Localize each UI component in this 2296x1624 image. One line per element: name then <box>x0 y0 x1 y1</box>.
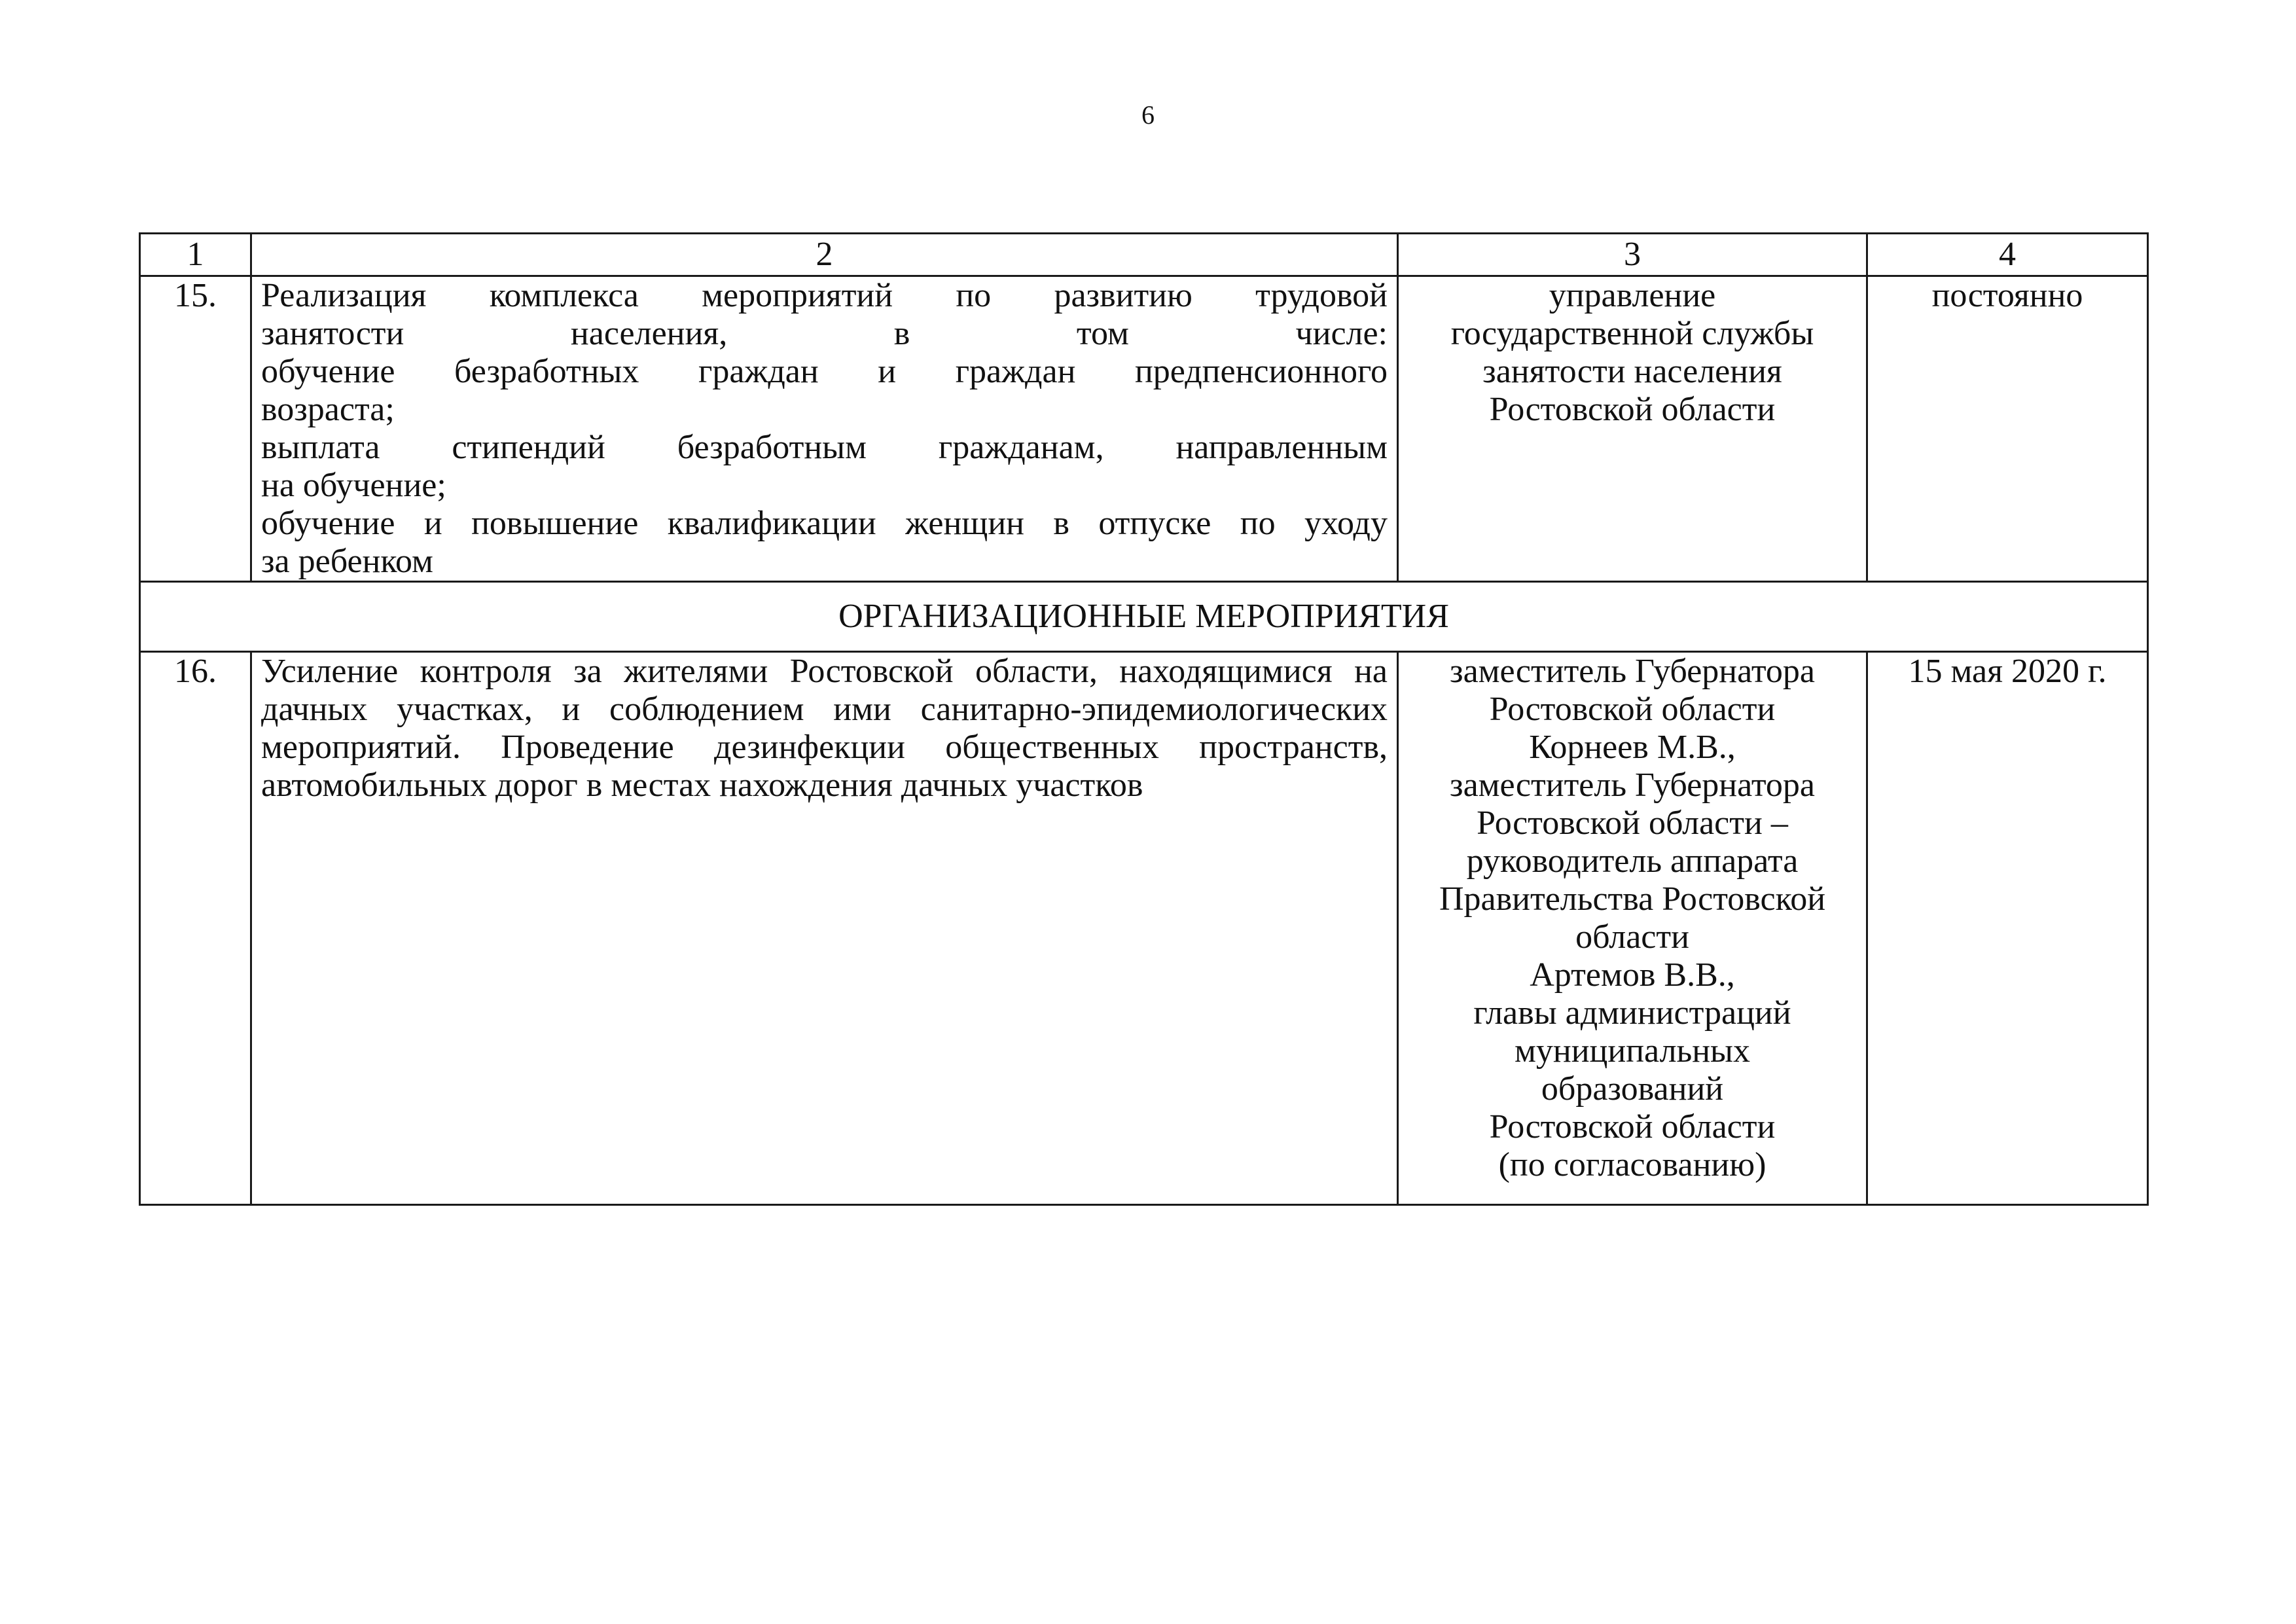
page-number: 6 <box>1141 100 1155 130</box>
responsible-executor <box>1398 652 1867 1205</box>
activity-description <box>251 652 1398 1205</box>
description-paragraph: Усиление контроля за жителями Ростовской области, находящимися на дачных участках, и соблюдением ими санитарно-эпидемиологических мероприятий. Проведение дезинфекции общественных пространств, автомобильных дорог в местах нахождения дачных участков <box>261 653 1388 804</box>
responsible-line: (по согласованию) <box>1498 1146 1767 1183</box>
description-line: за ребенком <box>261 543 433 580</box>
responsible-line: занятости населения <box>1482 353 1782 390</box>
description-line: обучение безработных граждан и граждан предпенсионного <box>261 353 1388 390</box>
responsible-line: государственной службы <box>1450 315 1814 352</box>
column-number-3: 3 <box>1398 234 1867 276</box>
column-number-4: 4 <box>1867 234 2148 276</box>
deadline: постоянно <box>1867 276 2148 582</box>
responsible-line: Ростовской области <box>1489 1108 1776 1146</box>
description-line: занятости населения, в том числе: <box>261 315 1388 352</box>
responsible-line: Ростовской области – <box>1477 804 1788 842</box>
responsible-line: Артемов В.В., <box>1530 956 1735 994</box>
plan-table <box>139 232 2149 1206</box>
description-line: выплата стипендий безработным гражданам, направленным <box>261 429 1388 466</box>
responsible-line: образований <box>1541 1070 1724 1108</box>
description-line: обучение и повышение квалификации женщин в отпуске по уходу <box>261 505 1388 542</box>
column-number-2: 2 <box>251 234 1398 276</box>
responsible-executor <box>1398 276 1867 582</box>
responsible-line: Ростовской области <box>1489 691 1776 728</box>
responsible-line: руководитель аппарата <box>1466 842 1799 880</box>
section-heading: ОРГАНИЗАЦИОННЫЕ МЕРОПРИЯТИЯ <box>140 582 2148 652</box>
description-line: Реализация комплекса мероприятий по развитию трудовой <box>261 277 1388 314</box>
description-line: возраста; <box>261 391 395 428</box>
table-header-row <box>140 234 2148 276</box>
responsible-line: Правительства Ростовской <box>1439 880 1826 918</box>
responsible-line: Ростовской области <box>1489 391 1776 428</box>
responsible-line: области <box>1575 918 1689 956</box>
responsible-line: главы администраций <box>1473 994 1791 1032</box>
responsible-line: заместитель Губернатора <box>1450 653 1815 690</box>
row-number: 16. <box>140 652 251 1205</box>
table-row <box>140 276 2148 582</box>
section-heading-row <box>140 582 2148 652</box>
deadline: 15 мая 2020 г. <box>1867 652 2148 1205</box>
responsible-line: муниципальных <box>1514 1032 1750 1070</box>
column-number-1: 1 <box>140 234 251 276</box>
activity-description <box>251 276 1398 582</box>
responsible-line: управление <box>1549 277 1716 314</box>
responsible-line: заместитель Губернатора <box>1450 767 1815 804</box>
responsible-line: Корнеев М.В., <box>1529 729 1736 766</box>
table-row <box>140 652 2148 1205</box>
row-number: 15. <box>140 276 251 582</box>
description-line: на обучение; <box>261 467 446 504</box>
